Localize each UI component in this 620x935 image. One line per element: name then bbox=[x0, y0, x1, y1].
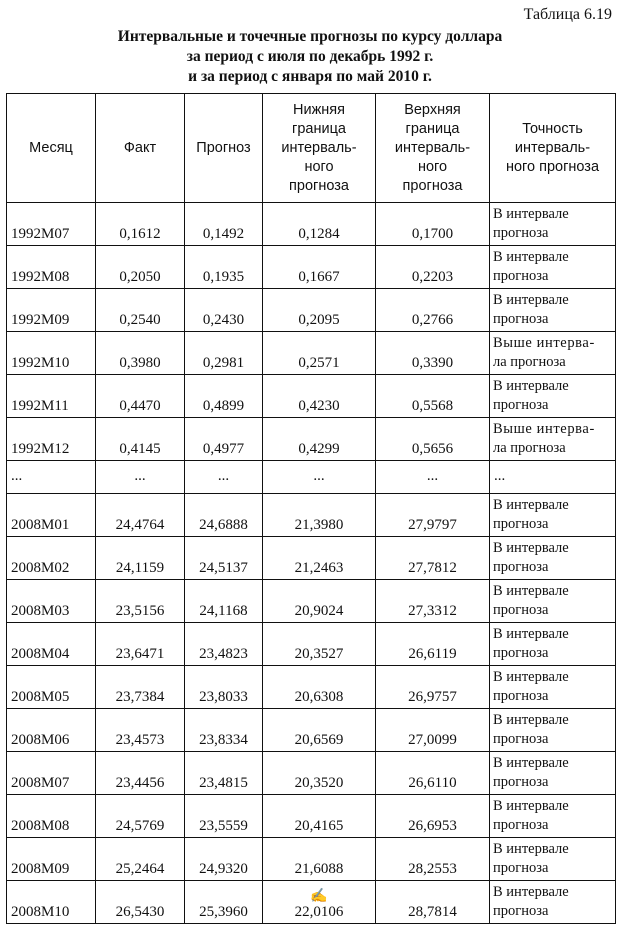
accuracy-cell bbox=[490, 838, 616, 881]
fact-cell: 23,6471 bbox=[96, 623, 185, 666]
accuracy-cell bbox=[490, 623, 616, 666]
title-line-2: за период с июля по декабрь 1992 г. bbox=[186, 48, 434, 65]
fact-cell: 0,1612 bbox=[96, 203, 185, 246]
lower-bound-value: 20,6569 bbox=[294, 732, 344, 748]
ellipsis-cell: ... bbox=[96, 461, 185, 494]
month-cell: 1992М10 bbox=[7, 332, 96, 375]
fact-cell: 0,2050 bbox=[96, 246, 185, 289]
forecast-cell: 23,8334 bbox=[185, 709, 263, 752]
accuracy-text: прогноза bbox=[493, 860, 549, 876]
ellipsis-cell: ... bbox=[376, 461, 490, 494]
forecast-cell: 24,1168 bbox=[185, 580, 263, 623]
table-row bbox=[7, 752, 616, 795]
accuracy-cell bbox=[490, 375, 616, 418]
accuracy-cell bbox=[490, 580, 616, 623]
accuracy-text: прогноза bbox=[493, 397, 549, 413]
upper-bound-cell: 27,0099 bbox=[376, 709, 490, 752]
accuracy-cell bbox=[490, 881, 616, 924]
month-cell: 2008М05 bbox=[7, 666, 96, 709]
table-row bbox=[7, 537, 616, 580]
lower-bound-value: 21,6088 bbox=[294, 861, 344, 877]
header-forecast: Прогноз bbox=[185, 94, 263, 203]
lower-bound-cell bbox=[263, 623, 376, 666]
upper-bound-cell: 28,2553 bbox=[376, 838, 490, 881]
accuracy-text: прогноза bbox=[493, 645, 549, 661]
header-row bbox=[7, 94, 616, 203]
forecast-cell: 0,4977 bbox=[185, 418, 263, 461]
upper-bound-cell: 28,7814 bbox=[376, 881, 490, 924]
forecast-cell: 23,4815 bbox=[185, 752, 263, 795]
lower-bound-cell bbox=[263, 580, 376, 623]
accuracy-text: прогноза bbox=[493, 268, 549, 284]
table-body bbox=[7, 203, 616, 924]
ellipsis-cell: ... bbox=[7, 461, 96, 494]
accuracy-text: ла прогноза bbox=[493, 354, 566, 370]
edit-mark-icon: ✍ bbox=[310, 889, 328, 904]
month-cell: 2008М03 bbox=[7, 580, 96, 623]
month-cell: 2008М02 bbox=[7, 537, 96, 580]
month-cell: 2008М06 bbox=[7, 709, 96, 752]
lower-bound-cell bbox=[263, 375, 376, 418]
lower-bound-cell bbox=[263, 838, 376, 881]
lower-bound-cell bbox=[263, 203, 376, 246]
lower-bound-value: 21,3980 bbox=[294, 517, 344, 533]
upper-bound-cell: 0,5656 bbox=[376, 418, 490, 461]
lower-bound-cell bbox=[263, 881, 376, 924]
table-row bbox=[7, 418, 616, 461]
month-cell: 2008М07 bbox=[7, 752, 96, 795]
lower-bound-cell bbox=[263, 752, 376, 795]
table-row bbox=[7, 623, 616, 666]
forecast-cell: 24,5137 bbox=[185, 537, 263, 580]
fact-cell: 0,4145 bbox=[96, 418, 185, 461]
forecast-cell: 0,2430 bbox=[185, 289, 263, 332]
accuracy-text: Выше интерва- bbox=[493, 421, 595, 437]
accuracy-cell bbox=[490, 332, 616, 375]
lower-bound-cell bbox=[263, 289, 376, 332]
month-cell: 1992М12 bbox=[7, 418, 96, 461]
table-row bbox=[7, 881, 616, 924]
accuracy-cell bbox=[490, 752, 616, 795]
lower-bound-cell bbox=[263, 246, 376, 289]
table-row bbox=[7, 709, 616, 752]
accuracy-text: ла прогноза bbox=[493, 440, 566, 456]
accuracy-text: прогноза bbox=[493, 559, 549, 575]
lower-bound-cell bbox=[263, 494, 376, 537]
accuracy-text: В интервале bbox=[493, 798, 569, 814]
table-row bbox=[7, 494, 616, 537]
table-row bbox=[7, 838, 616, 881]
fact-cell: 23,5156 bbox=[96, 580, 185, 623]
title-line-1: Интервальные и точечные прогнозы по курсу доллара bbox=[117, 28, 503, 45]
accuracy-text: В интервале bbox=[493, 755, 569, 771]
lower-bound-value: 20,4165 bbox=[294, 818, 344, 834]
month-cell: 2008М08 bbox=[7, 795, 96, 838]
ellipsis-cell: ... bbox=[263, 461, 376, 494]
header-accuracy: Точность интерваль- ного прогноза bbox=[490, 94, 616, 203]
forecast-cell: 0,4899 bbox=[185, 375, 263, 418]
month-cell: 2008М09 bbox=[7, 838, 96, 881]
accuracy-cell bbox=[490, 418, 616, 461]
upper-bound-cell: 0,2766 bbox=[376, 289, 490, 332]
accuracy-cell bbox=[490, 246, 616, 289]
lower-bound-cell bbox=[263, 332, 376, 375]
accuracy-text: В интервале bbox=[493, 841, 569, 857]
fact-cell: 24,5769 bbox=[96, 795, 185, 838]
table-row bbox=[7, 666, 616, 709]
lower-bound-value: 0,4230 bbox=[298, 398, 340, 414]
upper-bound-cell: 0,1700 bbox=[376, 203, 490, 246]
lower-bound-cell bbox=[263, 537, 376, 580]
table-row bbox=[7, 289, 616, 332]
upper-bound-cell: 27,9797 bbox=[376, 494, 490, 537]
ellipsis-cell: ... bbox=[490, 461, 616, 494]
ellipsis-cell: ... bbox=[185, 461, 263, 494]
fact-cell: 24,4764 bbox=[96, 494, 185, 537]
accuracy-text: В интервале bbox=[493, 884, 569, 900]
lower-bound-value: 0,4299 bbox=[298, 441, 340, 457]
lower-bound-value: 22,0106 bbox=[294, 904, 344, 920]
forecast-cell: 24,6888 bbox=[185, 494, 263, 537]
upper-bound-cell: 26,6953 bbox=[376, 795, 490, 838]
month-cell: 1992М08 bbox=[7, 246, 96, 289]
lower-bound-value: 0,1667 bbox=[298, 269, 340, 285]
accuracy-text: В интервале bbox=[493, 292, 569, 308]
forecast-cell: 23,4823 bbox=[185, 623, 263, 666]
accuracy-text: прогноза bbox=[493, 903, 549, 919]
lower-bound-cell bbox=[263, 666, 376, 709]
month-cell: 2008М01 bbox=[7, 494, 96, 537]
upper-bound-cell: 26,6119 bbox=[376, 623, 490, 666]
forecast-cell: 23,5559 bbox=[185, 795, 263, 838]
accuracy-text: В интервале bbox=[493, 206, 569, 222]
accuracy-text: В интервале bbox=[493, 583, 569, 599]
forecast-cell: 0,1492 bbox=[185, 203, 263, 246]
upper-bound-cell: 0,3390 bbox=[376, 332, 490, 375]
accuracy-cell bbox=[490, 666, 616, 709]
accuracy-text: В интервале bbox=[493, 712, 569, 728]
upper-bound-cell: 0,5568 bbox=[376, 375, 490, 418]
lower-bound-value: 20,6308 bbox=[294, 689, 344, 705]
lower-bound-cell bbox=[263, 709, 376, 752]
forecast-cell: 24,9320 bbox=[185, 838, 263, 881]
upper-bound-cell: 26,6110 bbox=[376, 752, 490, 795]
accuracy-cell bbox=[490, 795, 616, 838]
upper-bound-cell: 27,7812 bbox=[376, 537, 490, 580]
accuracy-text: В интервале bbox=[493, 497, 569, 513]
fact-cell: 25,2464 bbox=[96, 838, 185, 881]
forecast-cell: 0,2981 bbox=[185, 332, 263, 375]
accuracy-text: В интервале bbox=[493, 378, 569, 394]
accuracy-text: прогноза bbox=[493, 817, 549, 833]
header-lower-bound: Нижняя граница интерваль- ного прогноза bbox=[263, 94, 376, 203]
forecast-cell: 0,1935 bbox=[185, 246, 263, 289]
table-row bbox=[7, 580, 616, 623]
month-cell: 2008М10 bbox=[7, 881, 96, 924]
fact-cell: 23,4456 bbox=[96, 752, 185, 795]
lower-bound-value: 0,2571 bbox=[298, 355, 340, 371]
lower-bound-value: 0,2095 bbox=[298, 312, 340, 328]
accuracy-cell bbox=[490, 494, 616, 537]
lower-bound-cell bbox=[263, 418, 376, 461]
table-row bbox=[7, 203, 616, 246]
table-title bbox=[0, 27, 620, 87]
accuracy-text: В интервале bbox=[493, 626, 569, 642]
fact-cell: 23,4573 bbox=[96, 709, 185, 752]
accuracy-text: прогноза bbox=[493, 311, 549, 327]
accuracy-text: В интервале bbox=[493, 669, 569, 685]
fact-cell: 0,3980 bbox=[96, 332, 185, 375]
table-row bbox=[7, 375, 616, 418]
lower-bound-value: 20,3520 bbox=[294, 775, 344, 791]
fact-cell: 0,4470 bbox=[96, 375, 185, 418]
month-cell: 1992М11 bbox=[7, 375, 96, 418]
table-row bbox=[7, 332, 616, 375]
accuracy-text: прогноза bbox=[493, 731, 549, 747]
accuracy-text: Выше интерва- bbox=[493, 335, 595, 351]
title-line-3: и за период с января по май 2010 г. bbox=[188, 68, 432, 85]
lower-bound-value: 0,1284 bbox=[298, 226, 340, 242]
accuracy-text: прогноза bbox=[493, 225, 549, 241]
accuracy-text: прогноза bbox=[493, 688, 549, 704]
forecast-cell: 25,3960 bbox=[185, 881, 263, 924]
header-fact: Факт bbox=[96, 94, 185, 203]
lower-bound-cell bbox=[263, 795, 376, 838]
header-upper-bound: Верхняя граница интерваль- ного прогноза bbox=[376, 94, 490, 203]
forecast-table bbox=[6, 93, 616, 924]
accuracy-cell bbox=[490, 537, 616, 580]
forecast-cell: 23,8033 bbox=[185, 666, 263, 709]
fact-cell: 0,2540 bbox=[96, 289, 185, 332]
table-number: Таблица 6.19 bbox=[523, 6, 612, 23]
lower-bound-value: 20,9024 bbox=[294, 603, 344, 619]
month-cell: 1992М09 bbox=[7, 289, 96, 332]
accuracy-text: прогноза bbox=[493, 602, 549, 618]
fact-cell: 24,1159 bbox=[96, 537, 185, 580]
accuracy-text: прогноза bbox=[493, 774, 549, 790]
table-row bbox=[7, 246, 616, 289]
ellipsis-row bbox=[7, 461, 616, 494]
accuracy-cell bbox=[490, 709, 616, 752]
header-month: Месяц bbox=[7, 94, 96, 203]
accuracy-text: В интервале bbox=[493, 540, 569, 556]
upper-bound-cell: 26,9757 bbox=[376, 666, 490, 709]
lower-bound-value: 21,2463 bbox=[294, 560, 344, 576]
month-cell: 1992М07 bbox=[7, 203, 96, 246]
accuracy-cell bbox=[490, 289, 616, 332]
month-cell: 2008М04 bbox=[7, 623, 96, 666]
fact-cell: 23,7384 bbox=[96, 666, 185, 709]
accuracy-text: В интервале bbox=[493, 249, 569, 265]
accuracy-text: прогноза bbox=[493, 516, 549, 532]
lower-bound-value: 20,3527 bbox=[294, 646, 344, 662]
upper-bound-cell: 27,3312 bbox=[376, 580, 490, 623]
fact-cell: 26,5430 bbox=[96, 881, 185, 924]
table-row bbox=[7, 795, 616, 838]
accuracy-cell bbox=[490, 203, 616, 246]
upper-bound-cell: 0,2203 bbox=[376, 246, 490, 289]
